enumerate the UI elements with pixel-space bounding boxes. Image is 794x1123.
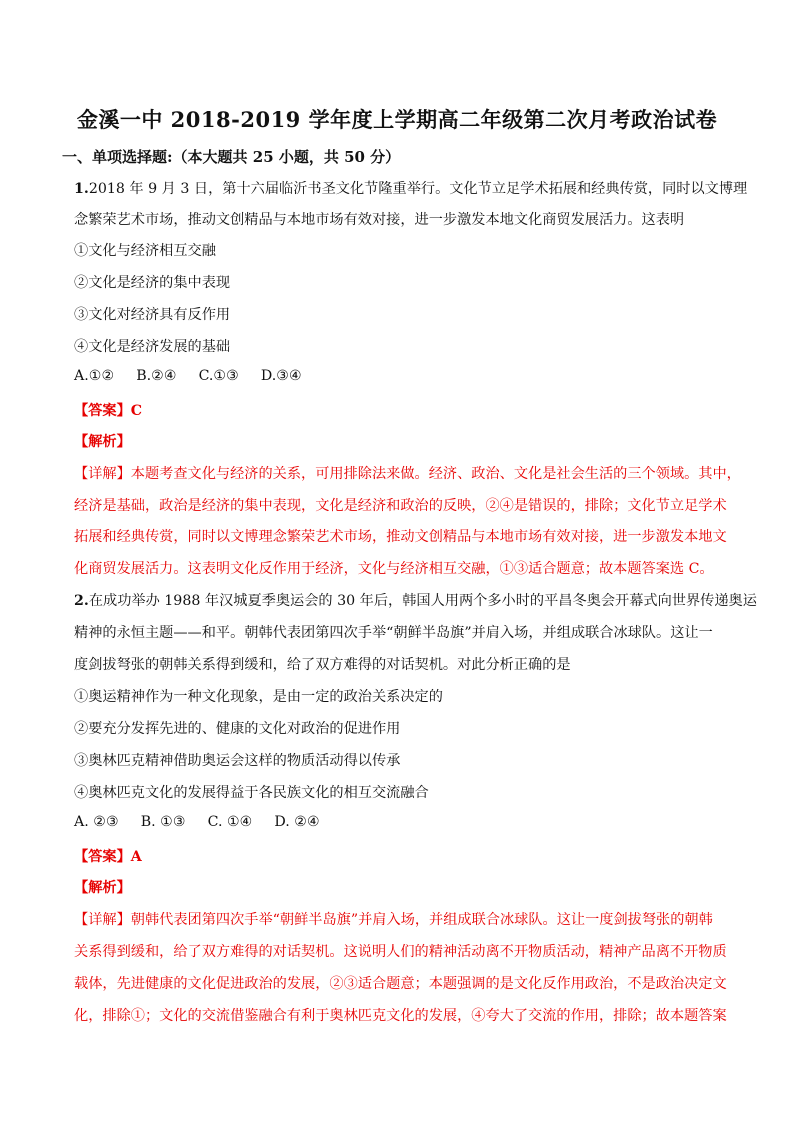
- q2-detail-line-3: 载体，先进健康的文化促进政治的发展，②③适合题意；本题强调的是文化反作用政治，不是政治决定文: [74, 976, 727, 992]
- q2-detail-line-2: 关系得到缓和，给了双方难得的对话契机。这说明人们的精神活动离不开物质活动，精神产品离不开物质: [74, 944, 727, 960]
- q1-answer: 【答案】C: [74, 403, 143, 419]
- q1-stem-line-1: 1.2018 年 9 月 3 日，第十六届临沂书圣文化节隆重举行。文化节立足学术拓展和经典传赏，同时以文博理: [74, 181, 748, 197]
- q1-item-1: ①文化与经济相互交融: [74, 243, 216, 259]
- q2-item-3: ③奥林匹克精神借助奥运会这样的物质活动得以传承: [74, 753, 401, 769]
- q1-detail-line-3: 拓展和经典传赏，同时以文博理念繁荣艺术市场，推动文创精品与本地市场有效对接，进一步激发本地文: [74, 529, 727, 545]
- q2-option-b: B. ①③: [140, 814, 186, 830]
- q2-option-a: A. ②③: [74, 814, 119, 830]
- q2-options: [74, 814, 342, 830]
- q1-option-d: D.③④: [260, 368, 302, 384]
- q2-answer: 【答案】A: [74, 849, 142, 865]
- q1-option-c: C.①③: [198, 368, 239, 384]
- q1-option-b: B.②④: [136, 368, 177, 384]
- q1-option-a: A.①②: [74, 368, 115, 384]
- q1-item-2: ②文化是经济的集中表现: [74, 275, 231, 291]
- q1-analysis-label: 【解析】: [74, 434, 131, 450]
- section-heading: 一、单项选择题:（本大题共 25 小题，共 50 分）: [62, 148, 401, 166]
- q1-item-3: ③文化对经济具有反作用: [74, 307, 231, 323]
- q1-detail-line-4: 化商贸发展活力。这表明文化反作用于经济，文化与经济相互交融，①③适合题意；故本题答案选 C。: [74, 561, 714, 577]
- q2-item-1: ①奥运精神作为一种文化现象，是由一定的政治关系决定的: [74, 689, 443, 705]
- q1-detail-line-1: 【详解】本题考查文化与经济的关系，可用排除法来做。经济、政治、文化是社会生活的三个领域。其中，: [74, 466, 741, 482]
- q1-number: 1.: [74, 181, 89, 197]
- q1-item-4: ④文化是经济发展的基础: [74, 339, 231, 355]
- q1-detail-line-2: 经济是基础，政治是经济的集中表现，文化是经济和政治的反映，②④是错误的，排除；文化节立足学术: [74, 498, 727, 514]
- q2-stem-line-2: 精神的永恒主题——和平。朝韩代表团第四次手举“朝鲜半岛旗”并肩入场，并组成联合冰球队。这让一: [74, 625, 713, 641]
- q2-item-2: ②要充分发挥先进的、健康的文化对政治的促进作用: [74, 721, 401, 737]
- q2-detail-line-1: 【详解】朝韩代表团第四次手举“朝鲜半岛旗”并肩入场，并组成联合冰球队。这让一度剑拔弩张的朝韩: [74, 912, 713, 928]
- exam-title: 金溪一中 2018-2019 学年度上学期高二年级第二次月考政治试卷: [76, 107, 718, 132]
- q2-analysis-label: 【解析】: [74, 880, 131, 896]
- q2-stem-line-1: 2.在成功举办 1988 年汉城夏季奥运会的 30 年后，韩国人用两个多小时的平昌冬奥会开幕式向世界传递奥运: [74, 593, 757, 609]
- q2-item-4: ④奥林匹克文化的发展得益于各民族文化的相互交流融合: [74, 785, 429, 801]
- q1-options: [74, 368, 324, 384]
- q2-option-c: C. ①④: [207, 814, 253, 830]
- q2-detail-line-4: 化，排除①；文化的交流借鉴融合有利于奥林匹克文化的发展，④夸大了交流的作用，排除；故本题答案: [74, 1008, 727, 1024]
- q2-stem-line-3: 度剑拔弩张的朝韩关系得到缓和，给了双方难得的对话契机。对此分析正确的是: [74, 657, 571, 673]
- q2-option-d: D. ②④: [274, 814, 320, 830]
- q2-number: 2.: [74, 593, 89, 609]
- q1-stem-line-2: 念繁荣艺术市场，推动文创精品与本地市场有效对接，进一步激发本地文化商贸发展活力。这表明: [74, 212, 685, 228]
